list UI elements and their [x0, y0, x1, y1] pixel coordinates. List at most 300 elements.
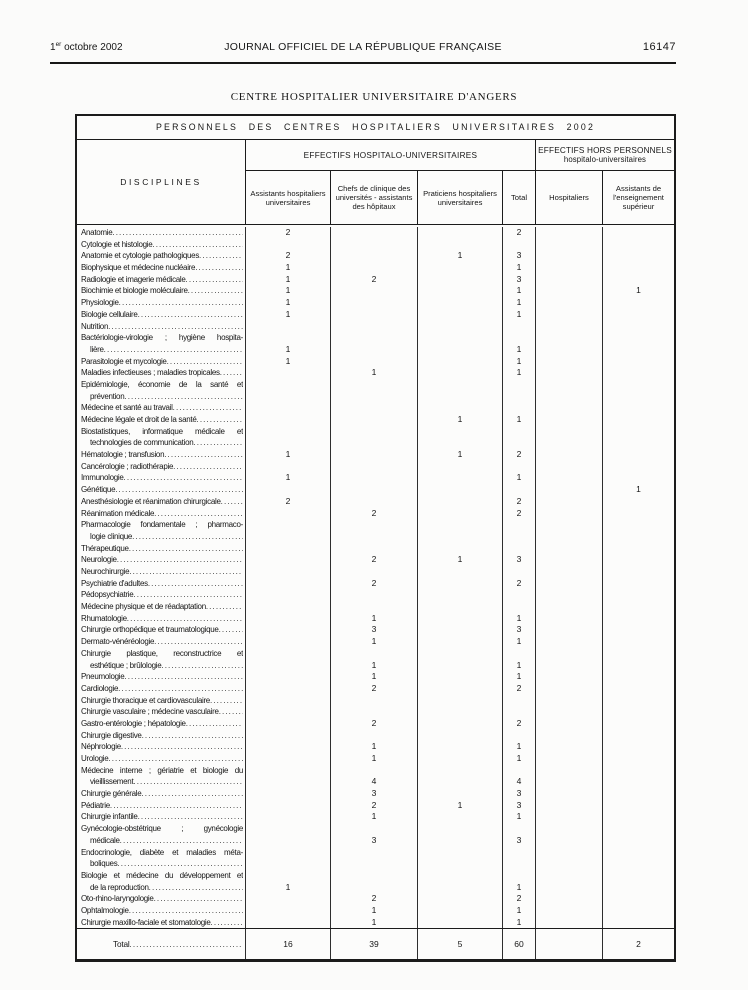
value-cell: [418, 519, 503, 542]
value-cell: [503, 788, 536, 800]
value-cell: [246, 706, 331, 718]
value-cell: [246, 800, 331, 812]
discipline-label: lière: [90, 344, 104, 354]
value-text: 1: [516, 285, 522, 296]
discipline-label: Rhumatologie: [81, 613, 127, 623]
value-text: 1: [371, 659, 377, 670]
value-cell: [603, 227, 674, 239]
dotted-leader: [127, 613, 243, 625]
discipline-label-line: [81, 414, 243, 426]
value-cell: [503, 554, 536, 566]
discipline-label: Anatomie: [81, 228, 113, 237]
dotted-leader: [161, 660, 243, 672]
dotted-leader: [152, 239, 243, 251]
value-cell: [536, 870, 603, 893]
value-cell: [503, 811, 536, 823]
value-cell: [418, 461, 503, 473]
discipline-cell: [77, 484, 246, 496]
discipline-label: boliques: [90, 859, 118, 869]
value-text: 1: [516, 636, 522, 647]
value-cell: [331, 461, 418, 473]
value-cell: [331, 753, 418, 765]
discipline-cell: [77, 543, 246, 555]
discipline-label: Chirurgie maxillo-faciale et stomatologie: [81, 917, 211, 927]
value-cell: [246, 496, 331, 508]
total-value-text: 16: [283, 938, 293, 949]
value-cell: [536, 449, 603, 461]
value-cell: [331, 589, 418, 601]
table-row: [77, 496, 674, 508]
value-cell: [503, 613, 536, 625]
table-header: [77, 140, 674, 225]
value-cell: [536, 554, 603, 566]
table-row: [77, 250, 674, 262]
value-text: 1: [371, 753, 377, 763]
value-cell: [331, 800, 418, 812]
discipline-cell: [77, 823, 246, 846]
discipline-cell: [77, 578, 246, 590]
value-cell: [418, 800, 503, 812]
value-cell: [503, 321, 536, 333]
dotted-leader: [124, 391, 243, 403]
dotted-leader: [142, 730, 243, 742]
value-cell: [603, 788, 674, 800]
discipline-cell: [77, 262, 246, 274]
discipline-cell: [77, 636, 246, 648]
value-text: 1: [516, 741, 522, 752]
discipline-label: Parasitologie et mycologie: [81, 356, 167, 366]
column-header-3: Total: [503, 171, 536, 224]
value-cell: [246, 823, 331, 846]
discipline-cell: [77, 613, 246, 625]
table-row: [77, 239, 674, 251]
discipline-cell: [77, 671, 246, 683]
discipline-label: Médecine physique et de réadaptation: [81, 602, 206, 612]
column-header-row: [246, 171, 674, 224]
discipline-cell: [77, 589, 246, 601]
value-cell: [331, 449, 418, 461]
value-cell: [418, 239, 503, 251]
value-cell: [418, 309, 503, 321]
value-cell: [536, 379, 603, 402]
table-row: [77, 589, 674, 601]
dotted-leader: [211, 917, 243, 929]
value-cell: [331, 508, 418, 520]
discipline-cell: [77, 566, 246, 578]
value-cell: [418, 741, 503, 753]
value-text: 1: [636, 484, 641, 495]
value-cell: [246, 893, 331, 905]
value-cell: [603, 402, 674, 414]
dotted-leader: [133, 776, 243, 788]
value-cell: [331, 426, 418, 449]
value-cell: [246, 543, 331, 555]
table-row: [77, 484, 674, 496]
discipline-label: Néphrologie: [81, 742, 121, 752]
value-cell: [536, 648, 603, 671]
table-row: [77, 309, 674, 321]
value-cell: [418, 718, 503, 730]
value-text: 1: [457, 554, 463, 565]
dotted-leader: [118, 683, 243, 695]
discipline-cell: [77, 706, 246, 718]
discipline-label-line: [81, 461, 243, 473]
value-cell: [246, 671, 331, 683]
value-cell: [536, 414, 603, 426]
discipline-cell: [77, 461, 246, 473]
discipline-label: Anesthésiologie et réanimation chirurgicale: [81, 496, 221, 506]
value-cell: [603, 472, 674, 484]
value-cell: [418, 332, 503, 355]
table-row: [77, 426, 674, 449]
table-row: [77, 683, 674, 695]
value-cell: [246, 741, 331, 753]
discipline-cell: [77, 285, 246, 297]
value-cell: [536, 847, 603, 870]
value-cell: [603, 624, 674, 636]
value-cell: [536, 823, 603, 846]
value-cell: [603, 414, 674, 426]
value-cell: [603, 449, 674, 461]
value-cell: [503, 589, 536, 601]
value-cell: [503, 402, 536, 414]
discipline-label-line: Gynécologie-obstétrique ; gynécologie: [81, 824, 243, 834]
value-cell: [418, 613, 503, 625]
dotted-leader: [108, 321, 243, 333]
value-cell: [246, 250, 331, 262]
value-cell: [603, 484, 674, 496]
value-cell: [536, 765, 603, 788]
discipline-label: Médecine légale et droit de la santé: [81, 415, 197, 425]
value-cell: [246, 589, 331, 601]
value-cell: [331, 239, 418, 251]
table-row: [77, 414, 674, 426]
table-row: [77, 578, 674, 590]
dotted-leader: [132, 531, 243, 543]
value-text: 2: [371, 273, 377, 284]
value-cell: [503, 847, 536, 870]
table-row: [77, 870, 674, 893]
value-cell: [331, 823, 418, 846]
value-cell: [603, 800, 674, 812]
discipline-cell: [77, 321, 246, 333]
discipline-label-line: [81, 589, 243, 601]
value-cell: [536, 402, 603, 414]
value-cell: [418, 543, 503, 555]
discipline-label-line: [81, 741, 243, 753]
value-cell: [246, 847, 331, 870]
dotted-leader: [164, 449, 243, 461]
discipline-label: Biophysique et médecine nucléaire: [81, 263, 196, 273]
value-cell: [503, 227, 536, 239]
value-cell: [246, 788, 331, 800]
value-cell: [331, 321, 418, 333]
value-text: 2: [371, 893, 377, 904]
issue-date-ordinal: er: [55, 41, 62, 48]
discipline-label: Chirurgie thoracique et cardiovasculaire: [81, 695, 210, 705]
value-cell: [331, 636, 418, 648]
discipline-label: Anatomie et cytologie pathologiques: [81, 251, 200, 261]
value-cell: [536, 285, 603, 297]
dotted-leader: [121, 741, 243, 753]
value-text: 1: [516, 414, 522, 425]
value-cell: [536, 893, 603, 905]
value-cell: [603, 718, 674, 730]
column-header-2: Praticiens hospitaliers universitaires: [418, 171, 503, 224]
value-cell: [503, 274, 536, 286]
value-cell: [246, 321, 331, 333]
table-row: [77, 753, 674, 765]
value-cell: [418, 765, 503, 788]
value-cell: [418, 683, 503, 695]
dotted-leader: [219, 624, 243, 636]
value-cell: [603, 554, 674, 566]
value-cell: [331, 543, 418, 555]
dotted-leader: [193, 437, 243, 449]
value-cell: [331, 741, 418, 753]
value-text: 2: [285, 250, 291, 261]
discipline-label-line: [81, 250, 243, 262]
value-cell: [418, 227, 503, 239]
value-cell: [418, 554, 503, 566]
value-text: 1: [516, 753, 522, 763]
value-cell: [418, 847, 503, 870]
value-cell: [418, 636, 503, 648]
value-cell: [603, 508, 674, 520]
group-header-hors-personnels: [536, 140, 674, 170]
value-cell: [503, 800, 536, 812]
dotted-leader: [141, 788, 243, 800]
value-cell: [503, 356, 536, 368]
discipline-label: Dermato-vénéréologie: [81, 637, 155, 647]
discipline-label: Urologie: [81, 754, 109, 764]
table-row: [77, 695, 674, 707]
value-cell: [418, 356, 503, 368]
value-cell: [536, 741, 603, 753]
dotted-leader: [186, 274, 243, 286]
value-cell: [246, 905, 331, 917]
value-cell: [418, 811, 503, 823]
table-row: [77, 741, 674, 753]
issue-date-rest: octobre 2002: [61, 42, 123, 53]
value-text: 1: [457, 449, 463, 460]
value-cell: [503, 870, 536, 893]
table-row: [77, 472, 674, 484]
discipline-label-line: [81, 613, 243, 625]
discipline-cell: [77, 695, 246, 707]
discipline-label-line: [81, 917, 243, 929]
value-cell: [246, 332, 331, 355]
value-cell: [503, 636, 536, 648]
value-cell: [603, 519, 674, 542]
value-cell: [536, 484, 603, 496]
value-cell: [536, 811, 603, 823]
value-cell: [503, 718, 536, 730]
value-cell: [418, 648, 503, 671]
value-cell: [503, 893, 536, 905]
value-cell: [246, 765, 331, 788]
dotted-leader: [112, 227, 243, 239]
value-cell: [603, 274, 674, 286]
value-cell: [246, 683, 331, 695]
value-cell: [418, 589, 503, 601]
value-cell: [418, 426, 503, 449]
group-header-hors-line1: EFFECTIFS HORS PERSONNELS: [538, 146, 672, 155]
dotted-leader: [133, 589, 243, 601]
value-text: 1: [285, 343, 291, 354]
dotted-leader: [154, 636, 243, 648]
value-cell: [503, 449, 536, 461]
value-cell: [503, 250, 536, 262]
value-cell: [603, 870, 674, 893]
value-cell: [246, 613, 331, 625]
discipline-cell: [77, 449, 246, 461]
value-text: 1: [516, 671, 522, 682]
value-cell: [503, 683, 536, 695]
discipline-label-line: [81, 239, 243, 251]
dotted-leader: [221, 496, 243, 508]
value-cell: [331, 683, 418, 695]
dotted-leader: [138, 309, 243, 321]
value-cell: [331, 496, 418, 508]
value-cell: [331, 566, 418, 578]
value-cell: [331, 274, 418, 286]
value-cell: [331, 227, 418, 239]
value-cell: [603, 648, 674, 671]
discipline-label: de la reproduction: [90, 882, 149, 892]
discipline-label-line: [81, 660, 243, 672]
value-cell: [603, 811, 674, 823]
value-cell: [503, 285, 536, 297]
value-cell: [536, 426, 603, 449]
discipline-label-line: [81, 531, 243, 543]
value-cell: [536, 800, 603, 812]
dotted-leader: [220, 367, 243, 379]
value-cell: [503, 753, 536, 765]
value-cell: [418, 566, 503, 578]
table-row: [77, 285, 674, 297]
value-cell: [418, 285, 503, 297]
table-row: [77, 811, 674, 823]
value-cell: [603, 356, 674, 368]
discipline-label: Cardiologie: [81, 683, 119, 693]
table-row: [77, 893, 674, 905]
discipline-label-line: [81, 402, 243, 414]
discipline-label-line: [81, 227, 243, 239]
discipline-cell: [77, 402, 246, 414]
value-cell: [418, 905, 503, 917]
value-cell: [246, 578, 331, 590]
value-cell: [418, 695, 503, 707]
dotted-leader: [149, 882, 243, 894]
value-cell: [536, 309, 603, 321]
dotted-leader: [129, 543, 243, 555]
value-text: 2: [285, 495, 291, 506]
value-cell: [536, 543, 603, 555]
value-text: 1: [285, 472, 291, 483]
value-cell: [246, 239, 331, 251]
value-text: 1: [516, 367, 522, 378]
table-row: [77, 543, 674, 555]
value-text: 1: [371, 636, 377, 647]
discipline-cell: [77, 496, 246, 508]
value-cell: [418, 367, 503, 379]
value-cell: [603, 601, 674, 613]
value-cell: [536, 730, 603, 742]
value-cell: [331, 648, 418, 671]
value-cell: [536, 508, 603, 520]
discipline-cell: [77, 227, 246, 239]
value-cell: [331, 285, 418, 297]
discipline-label-line: [81, 578, 243, 590]
value-cell: [603, 239, 674, 251]
value-cell: [246, 554, 331, 566]
table-row: [77, 601, 674, 613]
value-text: 1: [516, 659, 522, 670]
discipline-cell: [77, 332, 246, 355]
total-value-text: 2: [636, 938, 641, 949]
value-cell: [536, 905, 603, 917]
group-header-hu-label: EFFECTIFS HOSPITALO-UNIVERSITAIRES: [303, 150, 478, 160]
column-header-0: Assistants hospitaliers universitaires: [246, 171, 331, 224]
dotted-leader: [173, 461, 243, 473]
discipline-label-line: [81, 718, 243, 730]
discipline-label-line: [81, 367, 243, 379]
total-value-cell: [503, 929, 536, 959]
value-cell: [603, 367, 674, 379]
dotted-leader: [219, 706, 243, 718]
dotted-leader: [124, 671, 243, 683]
discipline-label-line: [81, 472, 243, 484]
group-header-hospitalo-universitaires: [246, 140, 536, 170]
value-cell: [246, 227, 331, 239]
discipline-label: Physiologie: [81, 298, 119, 308]
value-cell: [503, 262, 536, 274]
value-cell: [603, 578, 674, 590]
table-row: [77, 554, 674, 566]
dotted-leader: [197, 414, 243, 426]
value-text: 2: [371, 554, 377, 565]
discipline-label-line: [81, 776, 243, 788]
value-text: 1: [285, 449, 291, 460]
discipline-label-line: [81, 262, 243, 274]
value-cell: [536, 671, 603, 683]
discipline-label-line: [81, 356, 243, 368]
value-cell: [246, 811, 331, 823]
table-row: [77, 461, 674, 473]
discipline-label-line: [81, 624, 243, 636]
discipline-cell: [77, 239, 246, 251]
discipline-label: Pédopsychiatrie: [81, 590, 134, 600]
discipline-cell: [77, 893, 246, 905]
value-cell: [331, 870, 418, 893]
table-row: [77, 613, 674, 625]
discipline-label-line: [81, 496, 243, 508]
value-cell: [331, 414, 418, 426]
value-cell: [418, 706, 503, 718]
value-text: 1: [457, 799, 463, 810]
value-text: 3: [516, 273, 522, 284]
value-cell: [246, 566, 331, 578]
discipline-cell: [77, 250, 246, 262]
discipline-label-line: [81, 321, 243, 333]
dotted-leader: [148, 578, 243, 590]
group-header-hors-line2: hospitalo-universitaires: [563, 155, 647, 164]
discipline-label: vieillissement: [90, 777, 134, 787]
total-value-cell: [603, 929, 674, 959]
value-cell: [536, 519, 603, 542]
value-text: 2: [371, 682, 377, 693]
